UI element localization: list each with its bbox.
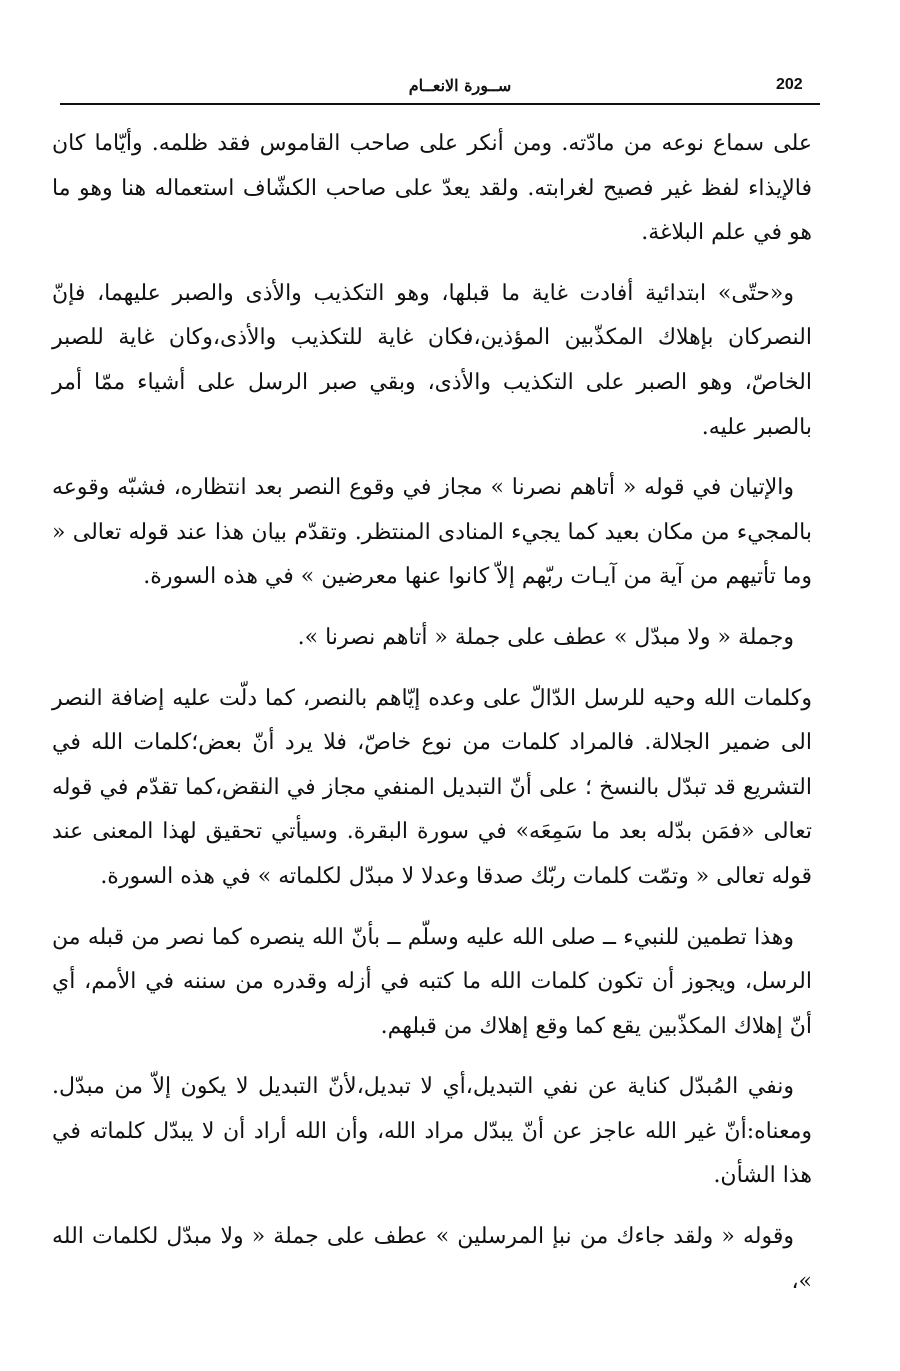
paragraph: والإتيان في قوله « أتاهم نصرنا » مجاز في وقوع النصر بعد انتظاره، فشبّه وقوعه بالمجيء من مكان بعيد كما يجيء المنادى المنتظر. وتقدّم بيان هذا عند قوله تعالى « وما تأتيهم من آية من آيـات ربّهم إلاّ كانوا عنها معرضين » في هذه السورة. bbox=[52, 475, 812, 590]
paragraph: و«حتّى» ابتدائية أفادت غاية ما قبلها، وهو التكذيب والأذى والصبر عليهما، فإنّ النصركان بإهلاك المكذّبين المؤذين،فكان غاية للتكذيب والأذى،وكان غاية للصبر الخاصّ، وهو الصبر على التكذيب والأذى، وبقي صبر الرسل على أشياء ممّا أمر بالصبر عليه. bbox=[52, 280, 812, 440]
page-number: 202 bbox=[776, 76, 803, 93]
paragraph: وقوله « ولقد جاءك من نبإ المرسلين » عطف على جملة « ولا مبدّل لكلمات الله »، bbox=[52, 1224, 812, 1294]
running-title: ســورة الانعــام bbox=[408, 76, 512, 95]
paragraph: وهذا تطمين للنبيء ــ صلى الله عليه وسلّم ــ بأنّ الله ينصره كما نصر من قبله من الرسل، ويجوز أن تكون كلمات الله ما كتبه في أزله وقدره من سننه في الأمم، أي أنّ إهلاك المكذّبين يقع كما وقع إهلاك من قبلهم. bbox=[52, 924, 812, 1039]
page-header bbox=[60, 76, 820, 104]
paragraph: ونفي المُبدّل كناية عن نفي التبديل،أي لا تبديل،لأنّ التبديل لا يكون إلاّ من مبدّل. ومعناه:أنّ غير الله عاجز عن أنّ يبدّل مراد الله، وأن الله أراد أن لا يبدّل كلماته في هذا الشأن. bbox=[52, 1074, 812, 1189]
paragraph: وجملة « ولا مبدّل » عطف على جملة « أتاهم نصرنا ». bbox=[297, 624, 794, 650]
paragraph: وكلمات الله وحيه للرسل الدّالّ على وعده إيّاهم بالنصر، كما دلّت عليه إضافة النصر الى ضمير الجلالة. فالمراد كلمات من نوع خاصّ، فلا يرد أنّ بعض؛كلمات الله في التشريع قد تبدّل بالنسخ ؛ على أنّ التبديل المنفي مجاز في النقض،كما تقدّم في قوله تعالى «فمَن بدّله بعد ما سَمِعَه» في سورة البقرة. وسيأتي تحقيق لهذا المعنى عند قوله تعالى « وتمّت كلمات ربّك صدقا وعدلا لا مبدّل لكلماته » في هذه السورة. bbox=[52, 685, 812, 889]
header-rule bbox=[60, 103, 820, 105]
paragraph: على سماع نوعه من مادّته. ومن أنكر على صاحب القاموس فقد ظلمه. وأيّاما كان فالإيذاء لفظ غير فصيح لغرابته. ولقد يعدّ على صاحب الكشّاف استعماله هنا وهو ما هو في علم البلاغة. bbox=[52, 131, 812, 246]
page-body bbox=[52, 122, 812, 1320]
